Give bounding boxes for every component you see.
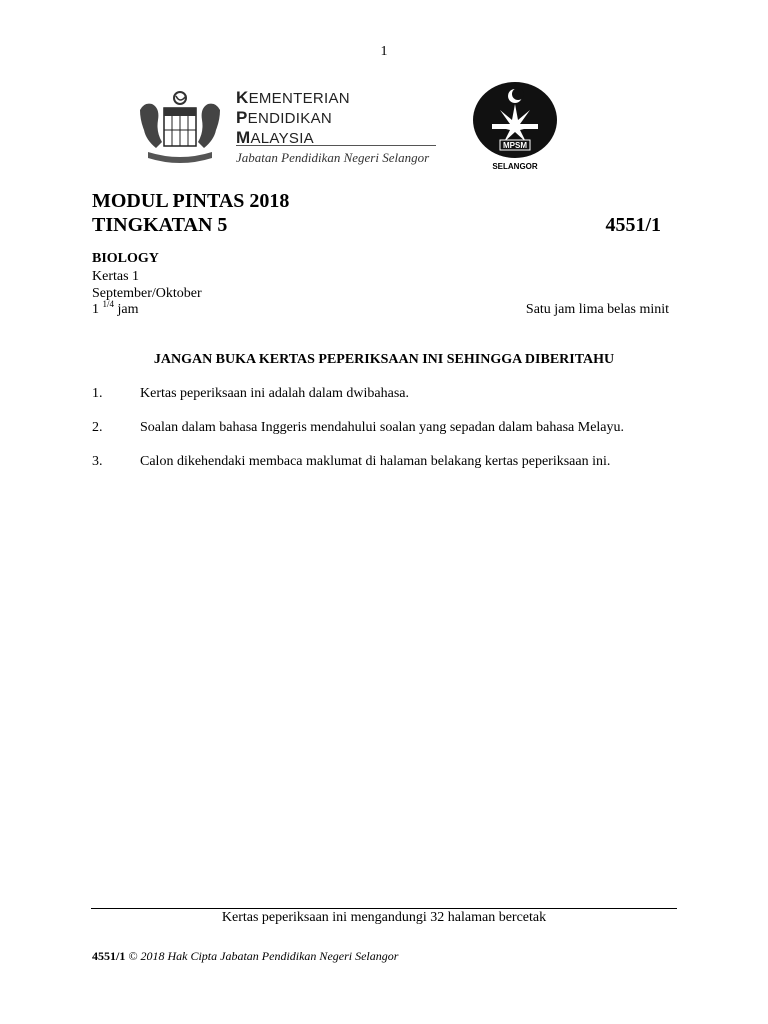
module-title: MODUL PINTAS 2018 [92, 190, 290, 212]
page-number: 1 [380, 44, 388, 59]
ministry-name: KEMENTERIAN PENDIDIKAN MALAYSIA [236, 88, 350, 147]
duration: 1 $^{1/4}$ jam [92, 299, 139, 317]
instruction-text: Kertas peperiksaan ini adalah dalam dwibahasa. [140, 386, 410, 401]
form-level: TINGKATAN 5 [92, 214, 228, 236]
department-name: Jabatan Pendidikan Negeri Selangor [236, 150, 430, 165]
instruction-number: 2. [92, 420, 103, 435]
warning-notice: JANGAN BUKA KERTAS PEPERIKSAAN INI SEHINGGA DIBERITAHU [153, 352, 615, 367]
instruction-text: Calon dikehendaki membaca maklumat di halaman belakang kertas peperiksaan ini. [140, 454, 611, 469]
mpsm-state-label: SELANGOR [492, 162, 538, 171]
mpsm-logo [470, 80, 560, 172]
ministry-crest-logo [134, 90, 226, 166]
copyright-notice: 4551/1 © 2018 Hak Cipta Jabatan Pendidikan Negeri Selangor [92, 949, 399, 963]
footer-divider [91, 908, 677, 909]
paper-number: Kertas 1 [92, 269, 140, 284]
page-count-note: Kertas peperiksaan ini mengandungi 32 halaman bercetak [221, 910, 547, 925]
ministry-divider [236, 145, 436, 146]
paper-code: 4551/1 [605, 214, 661, 236]
instruction-number: 1. [92, 386, 103, 401]
instruction-number: 3. [92, 454, 103, 469]
exam-session: September/Oktober [92, 286, 202, 301]
subject: BIOLOGY [92, 251, 159, 266]
instruction-text: Soalan dalam bahasa Inggeris mendahului soalan yang sepadan dalam bahasa Melayu. [140, 420, 625, 435]
duration-in-words: Satu jam lima belas minit [525, 302, 669, 317]
mpsm-logo-text: MPSM [503, 141, 527, 150]
